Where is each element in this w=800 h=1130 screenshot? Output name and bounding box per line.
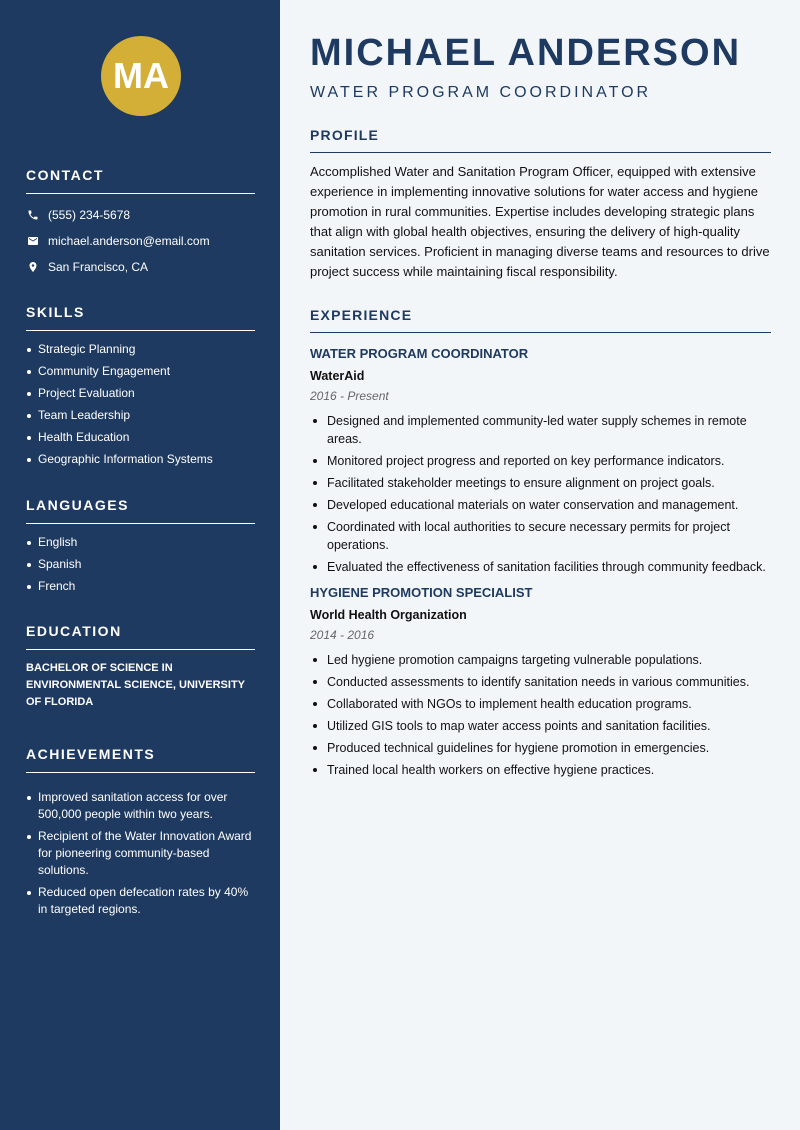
job-entry <box>310 584 771 779</box>
page-title: MICHAEL ANDERSON <box>310 32 742 74</box>
skills-section <box>26 305 255 473</box>
list-item: Monitored project progress and reported on key performance indicators. <box>310 452 771 470</box>
list-item: Coordinated with local authorities to secure necessary permits for project operations. <box>310 518 771 554</box>
education-section <box>26 624 255 711</box>
job-role-subtitle: WATER PROGRAM COORDINATOR <box>310 84 652 101</box>
contact-location <box>26 258 255 276</box>
profile-section <box>310 128 771 282</box>
list-item: Designed and implemented community-led water supply schemes in remote areas. <box>310 412 771 448</box>
languages-section <box>26 498 255 600</box>
list-item: Recipient of the Water Innovation Award for pioneering community-based solutions. <box>26 828 255 879</box>
list-item: Project Evaluation <box>26 385 255 402</box>
profile-text: Accomplished Water and Sanitation Program Officer, equipped with extensive experience in implementing innovative solutions for water access and hygiene promotion in rural communities. Expertise includes developing strategic plans that align with global health objectives, ensuring the delivery of high-quality sanitation services. Proficient in managing diverse teams and resources to drive project success while maintaining fiscal responsibility. <box>310 164 770 279</box>
job-bullets <box>310 651 771 779</box>
list-item: French <box>26 578 255 595</box>
job-dates: 2016 - Present <box>310 389 389 403</box>
location-pin-icon <box>26 260 40 274</box>
job-title: HYGIENE PROMOTION SPECIALIST <box>310 585 533 600</box>
list-item: Geographic Information Systems <box>26 451 255 468</box>
list-item: Led hygiene promotion campaigns targeting vulnerable populations. <box>310 651 771 669</box>
list-item: Facilitated stakeholder meetings to ensure alignment on project goals. <box>310 474 771 492</box>
achievements-section <box>26 747 255 923</box>
list-item: Collaborated with NGOs to implement health education programs. <box>310 695 771 713</box>
education-heading: EDUCATION <box>26 624 255 650</box>
list-item: Evaluated the effectiveness of sanitation facilities through community feedback. <box>310 558 771 576</box>
contact-phone <box>26 206 255 224</box>
email-text: michael.anderson@email.com <box>48 234 210 248</box>
list-item: Conducted assessments to identify sanitation needs in various communities. <box>310 673 771 691</box>
skills-heading: SKILLS <box>26 305 255 331</box>
phone-text: (555) 234-5678 <box>48 208 131 222</box>
experience-section <box>310 308 771 783</box>
job-company: World Health Organization <box>310 608 467 622</box>
list-item: Developed educational materials on water conservation and management. <box>310 496 771 514</box>
list-item: Trained local health workers on effective hygiene practices. <box>310 761 771 779</box>
contact-email <box>26 232 255 250</box>
avatar: MA <box>101 36 181 116</box>
experience-heading: EXPERIENCE <box>310 308 771 333</box>
list-item: Spanish <box>26 556 255 573</box>
list-item: Community Engagement <box>26 363 255 380</box>
profile-heading: PROFILE <box>310 128 771 153</box>
skills-list <box>26 341 255 468</box>
location-text: San Francisco, CA <box>48 260 149 274</box>
languages-list <box>26 534 255 595</box>
list-item: Team Leadership <box>26 407 255 424</box>
job-bullets <box>310 412 771 576</box>
list-item: Produced technical guidelines for hygiene promotion in emergencies. <box>310 739 771 757</box>
job-dates: 2014 - 2016 <box>310 628 375 642</box>
list-item: English <box>26 534 255 551</box>
job-title: WATER PROGRAM COORDINATOR <box>310 346 529 361</box>
achievements-list <box>26 789 255 918</box>
contact-section <box>26 168 255 276</box>
list-item: Improved sanitation access for over 500,000 people within two years. <box>26 789 255 823</box>
job-entry <box>310 345 771 576</box>
job-company: WaterAid <box>310 369 365 383</box>
list-item: Health Education <box>26 429 255 446</box>
education-degree: BACHELOR OF SCIENCE IN ENVIRONMENTAL SCIENCE, UNIVERSITY OF FLORIDA <box>26 662 245 708</box>
list-item: Reduced open defecation rates by 40% in targeted regions. <box>26 884 255 918</box>
list-item: Utilized GIS tools to map water access points and sanitation facilities. <box>310 717 771 735</box>
contact-heading: CONTACT <box>26 168 255 194</box>
sidebar <box>0 0 280 1130</box>
phone-icon <box>26 208 40 222</box>
mail-icon <box>26 234 40 248</box>
languages-heading: LANGUAGES <box>26 498 255 524</box>
achievements-heading: ACHIEVEMENTS <box>26 747 255 773</box>
list-item: Strategic Planning <box>26 341 255 358</box>
